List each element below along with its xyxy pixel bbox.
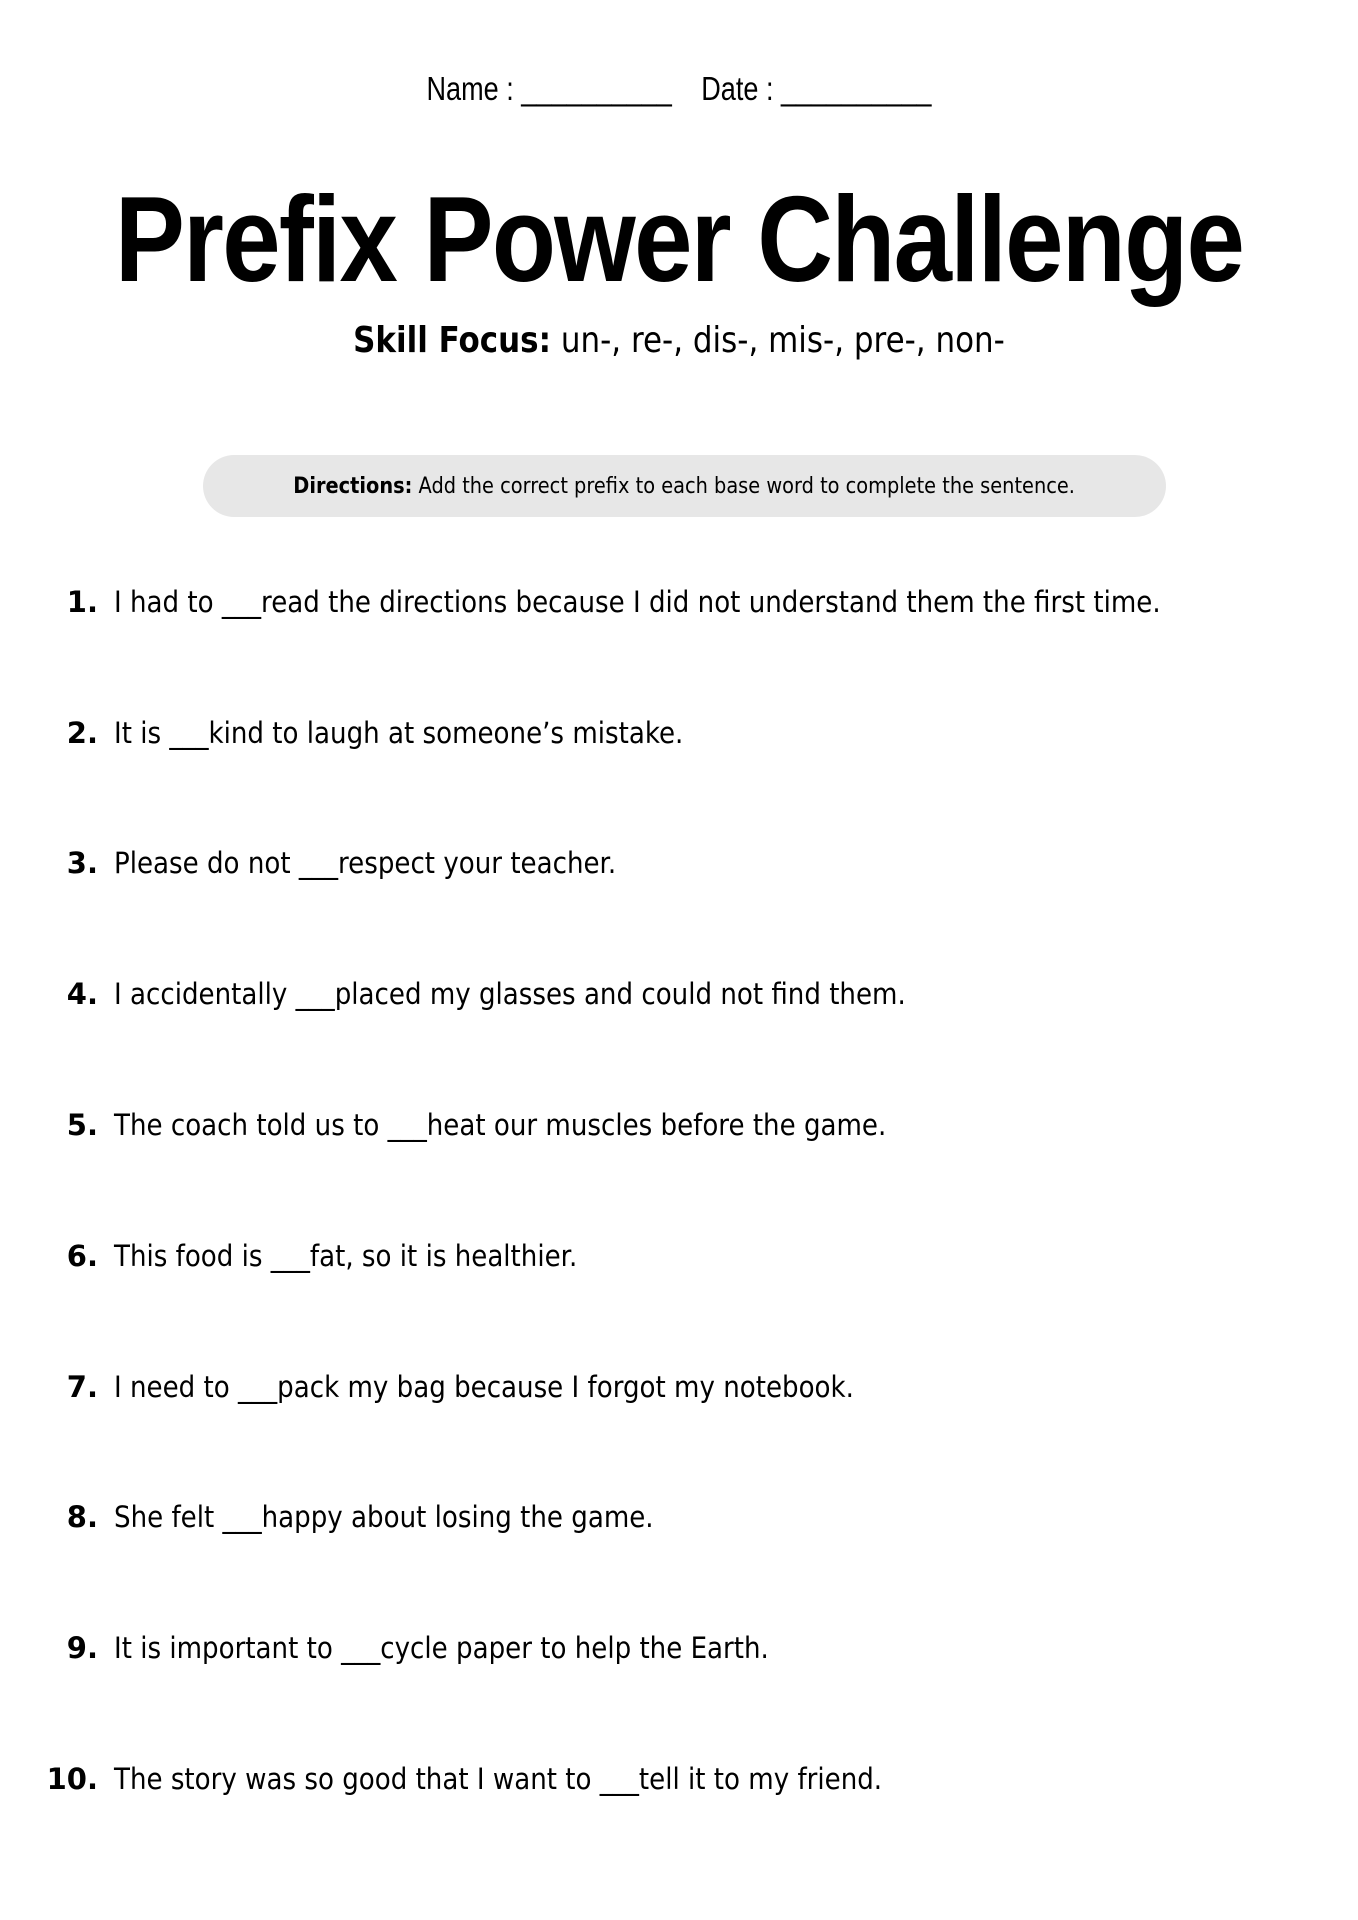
directions-text: Add the correct prefix to each base word to complete the sentence. bbox=[418, 473, 1076, 499]
question-number: 6. bbox=[66, 1239, 98, 1273]
question-4 bbox=[0, 977, 994, 1017]
question-1 bbox=[0, 585, 1277, 625]
name-field[interactable]: Name : __________ bbox=[426, 70, 672, 107]
question-text[interactable]: It is important to ___cycle paper to help the Earth. bbox=[114, 1631, 769, 1665]
question-text[interactable]: Please do not ___respect your teacher. bbox=[114, 846, 617, 880]
question-10 bbox=[0, 1762, 967, 1802]
question-9 bbox=[0, 1631, 842, 1671]
date-field[interactable]: Date : __________ bbox=[701, 70, 932, 107]
question-text[interactable]: The coach told us to ___heat our muscles before the game. bbox=[114, 1108, 887, 1142]
name-date-header bbox=[122, 70, 1236, 108]
question-text[interactable]: I need to ___pack my bag because I forgot my notebook. bbox=[114, 1370, 854, 1404]
question-6 bbox=[0, 1239, 629, 1279]
question-number: 7. bbox=[66, 1370, 98, 1404]
question-text[interactable]: This food is ___fat, so it is healthier. bbox=[114, 1239, 578, 1273]
question-number: 8. bbox=[66, 1500, 98, 1534]
question-7 bbox=[0, 1370, 936, 1410]
question-3 bbox=[0, 846, 672, 886]
question-text[interactable]: The story was so good that I want to ___tell it to my friend. bbox=[114, 1762, 883, 1796]
directions-box bbox=[203, 455, 1166, 517]
question-5 bbox=[0, 1108, 972, 1148]
question-text[interactable]: She felt ___happy about losing the game. bbox=[114, 1500, 654, 1534]
directions-label: Directions: bbox=[293, 473, 413, 499]
question-number: 4. bbox=[66, 977, 98, 1011]
question-8 bbox=[0, 1500, 714, 1540]
page-title: Prefix Power Challenge bbox=[114, 171, 1244, 307]
skill-focus-label: Skill Focus: bbox=[353, 320, 552, 361]
question-number: 9. bbox=[66, 1631, 98, 1665]
question-number: 3. bbox=[66, 846, 98, 880]
question-2 bbox=[0, 716, 747, 756]
question-text[interactable]: I accidentally ___placed my glasses and could not find them. bbox=[114, 977, 906, 1011]
skill-focus bbox=[95, 320, 1263, 361]
question-number: 1. bbox=[66, 585, 98, 619]
question-number: 5. bbox=[66, 1108, 98, 1142]
question-text[interactable]: It is ___kind to laugh at someone’s mistake. bbox=[114, 716, 684, 750]
skill-focus-value: un-, re-, dis-, mis-, pre-, non- bbox=[560, 320, 1005, 361]
question-number: 2. bbox=[66, 716, 98, 750]
question-number: 10. bbox=[46, 1762, 98, 1796]
question-text[interactable]: I had to ___read the directions because I did not understand them the first time. bbox=[114, 585, 1161, 619]
